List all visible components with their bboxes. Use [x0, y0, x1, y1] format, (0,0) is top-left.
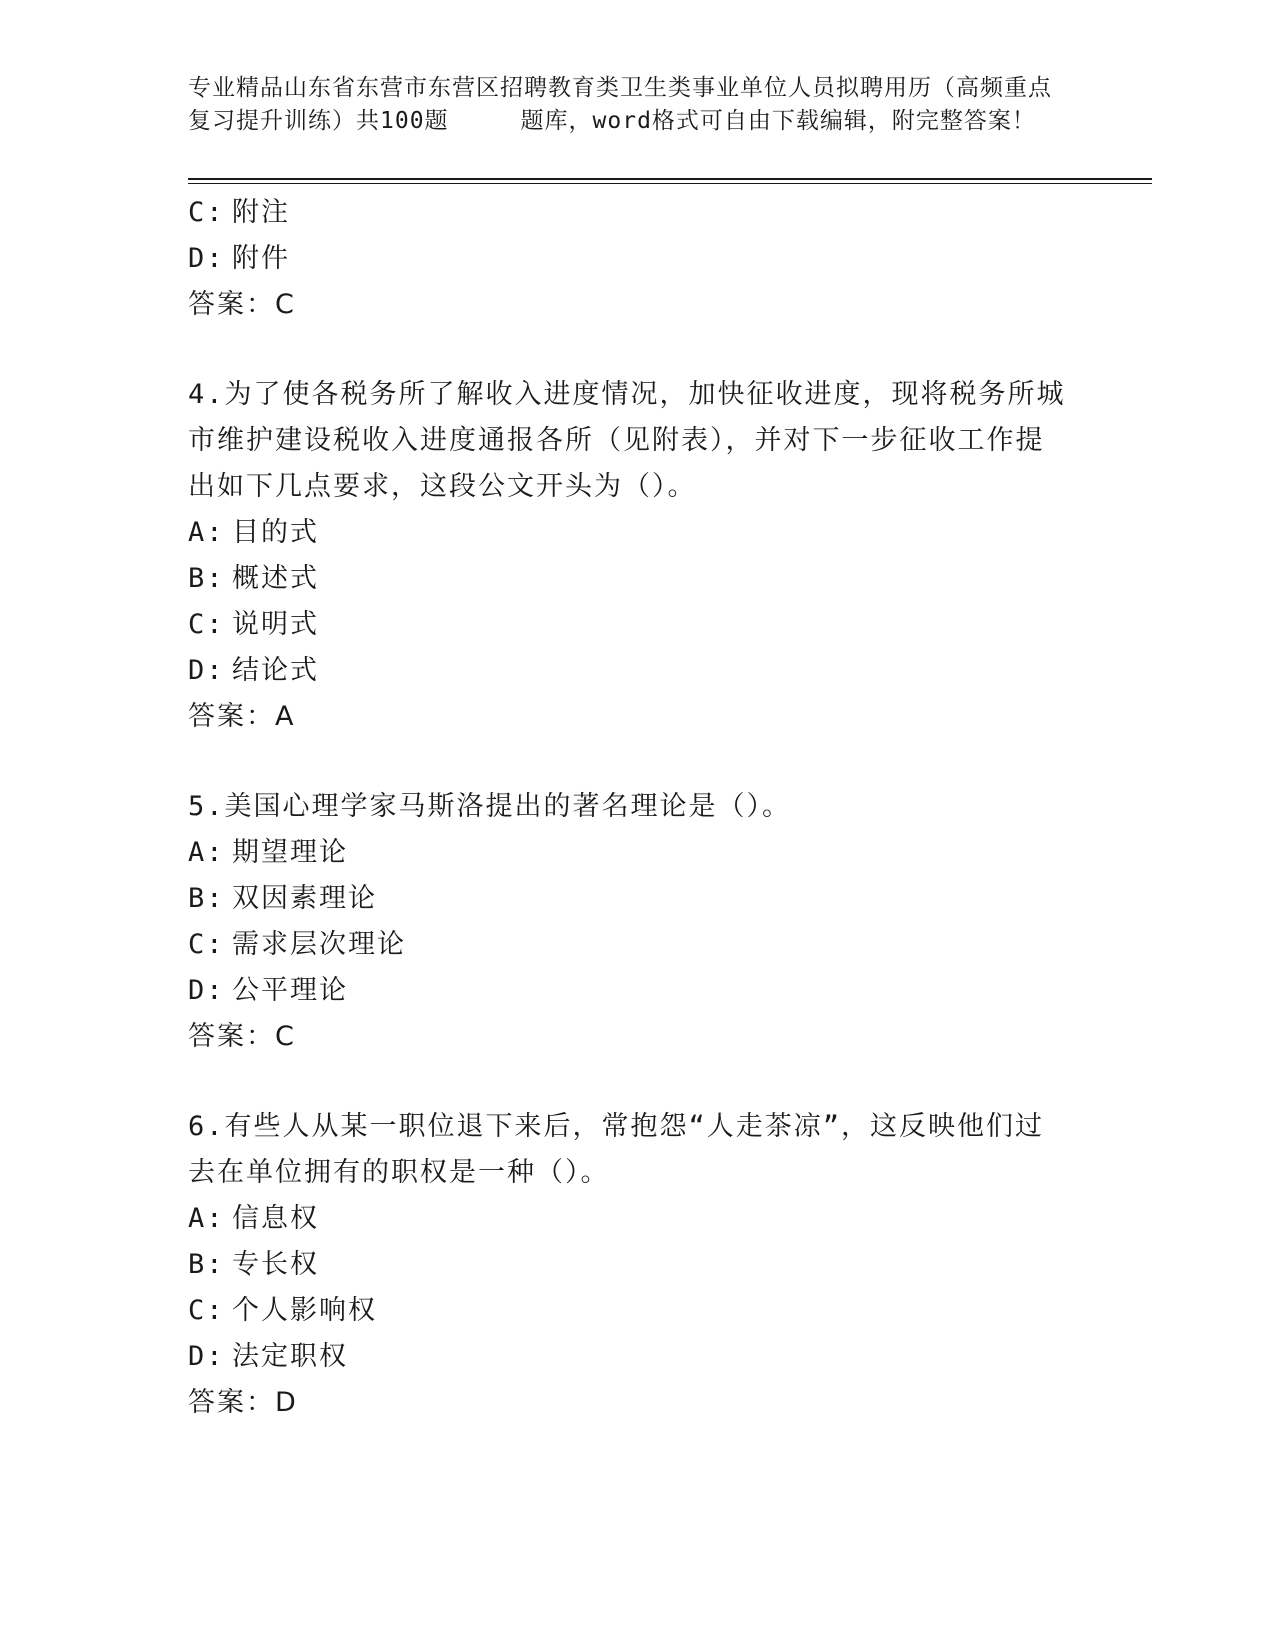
option-key: C: — [188, 197, 225, 228]
question-5-option-d — [188, 968, 1088, 1014]
option-key: B: — [188, 1249, 225, 1280]
header-rule-thick — [188, 178, 1152, 180]
question-5-stem-line-1: 5.美国心理学家马斯洛提出的著名理论是（）。 — [188, 791, 792, 822]
option-text: 期望理论 — [232, 837, 348, 868]
question-5-option-a — [188, 830, 1088, 876]
question-3-option-c — [188, 190, 1088, 236]
option-key: C: — [188, 609, 225, 640]
question-5-answer: 答案：C — [188, 1021, 296, 1052]
question-6-stem-line-2: 去在单位拥有的职权是一种（）。 — [188, 1157, 610, 1188]
question-spacer — [188, 328, 1088, 372]
option-key: D: — [188, 975, 225, 1006]
option-key: D: — [188, 243, 225, 274]
question-4-stem-line-2: 市维护建设税收入进度通报各所（见附表），并对下一步征收工作提 — [188, 425, 1045, 456]
option-key: A: — [188, 1203, 225, 1234]
option-text: 概述式 — [232, 563, 319, 594]
option-text: 信息权 — [232, 1203, 319, 1234]
option-key: B: — [188, 883, 225, 914]
question-6 — [188, 1104, 1088, 1426]
option-text: 专长权 — [232, 1249, 319, 1280]
option-text: 个人影响权 — [232, 1295, 377, 1326]
question-6-stem-line-1: 6.有些人从某一职位退下来后，常抱怨“人走茶凉”，这反映他们过 — [188, 1111, 1045, 1142]
header-line-1: 专业精品山东省东营市东营区招聘教育类卫生类事业单位人员拟聘用历（高频重点 — [188, 75, 1052, 101]
option-key: C: — [188, 1295, 225, 1326]
question-4-option-b — [188, 556, 1088, 602]
option-text: 公平理论 — [232, 975, 348, 1006]
question-6-answer: 答案：D — [188, 1387, 298, 1418]
option-text: 附件 — [232, 243, 290, 274]
question-content — [188, 190, 1088, 1426]
option-key: A: — [188, 517, 225, 548]
question-5-option-c — [188, 922, 1088, 968]
question-4-answer: 答案：A — [188, 701, 296, 732]
header-line-2 — [188, 105, 1088, 138]
header-line-2-part-b: 题库，word格式可自由下载编辑，附完整答案！ — [520, 108, 1036, 134]
question-6-option-b — [188, 1242, 1088, 1288]
option-text: 说明式 — [232, 609, 319, 640]
header-rule-thin — [188, 183, 1152, 184]
question-4-stem-line-3: 出如下几点要求，这段公文开头为（）。 — [188, 471, 697, 502]
option-key: B: — [188, 563, 225, 594]
option-text: 需求层次理论 — [232, 929, 406, 960]
question-spacer — [188, 740, 1088, 784]
option-text: 附注 — [232, 197, 290, 228]
question-4-option-d — [188, 648, 1088, 694]
header-line-2-part-a: 复习提升训练）共100题 — [188, 108, 449, 134]
question-4-stem-line-1: 4.为了使各税务所了解收入进度情况，加快征收进度，现将税务所城 — [188, 379, 1066, 410]
question-5 — [188, 784, 1088, 1060]
option-text: 结论式 — [232, 655, 319, 686]
option-key: C: — [188, 929, 225, 960]
option-text: 目的式 — [232, 517, 319, 548]
question-3-answer: 答案：C — [188, 289, 296, 320]
question-6-option-c — [188, 1288, 1088, 1334]
question-spacer — [188, 1060, 1088, 1104]
question-4 — [188, 372, 1088, 740]
question-3 — [188, 190, 1088, 328]
option-text: 法定职权 — [232, 1341, 348, 1372]
question-4-option-c — [188, 602, 1088, 648]
option-key: A: — [188, 837, 225, 868]
option-key: D: — [188, 1341, 225, 1372]
option-text: 双因素理论 — [232, 883, 377, 914]
option-key: D: — [188, 655, 225, 686]
page-header — [188, 72, 1088, 138]
question-5-option-b — [188, 876, 1088, 922]
question-6-option-d — [188, 1334, 1088, 1380]
question-3-option-d — [188, 236, 1088, 282]
question-4-option-a — [188, 510, 1088, 556]
question-6-option-a — [188, 1196, 1088, 1242]
